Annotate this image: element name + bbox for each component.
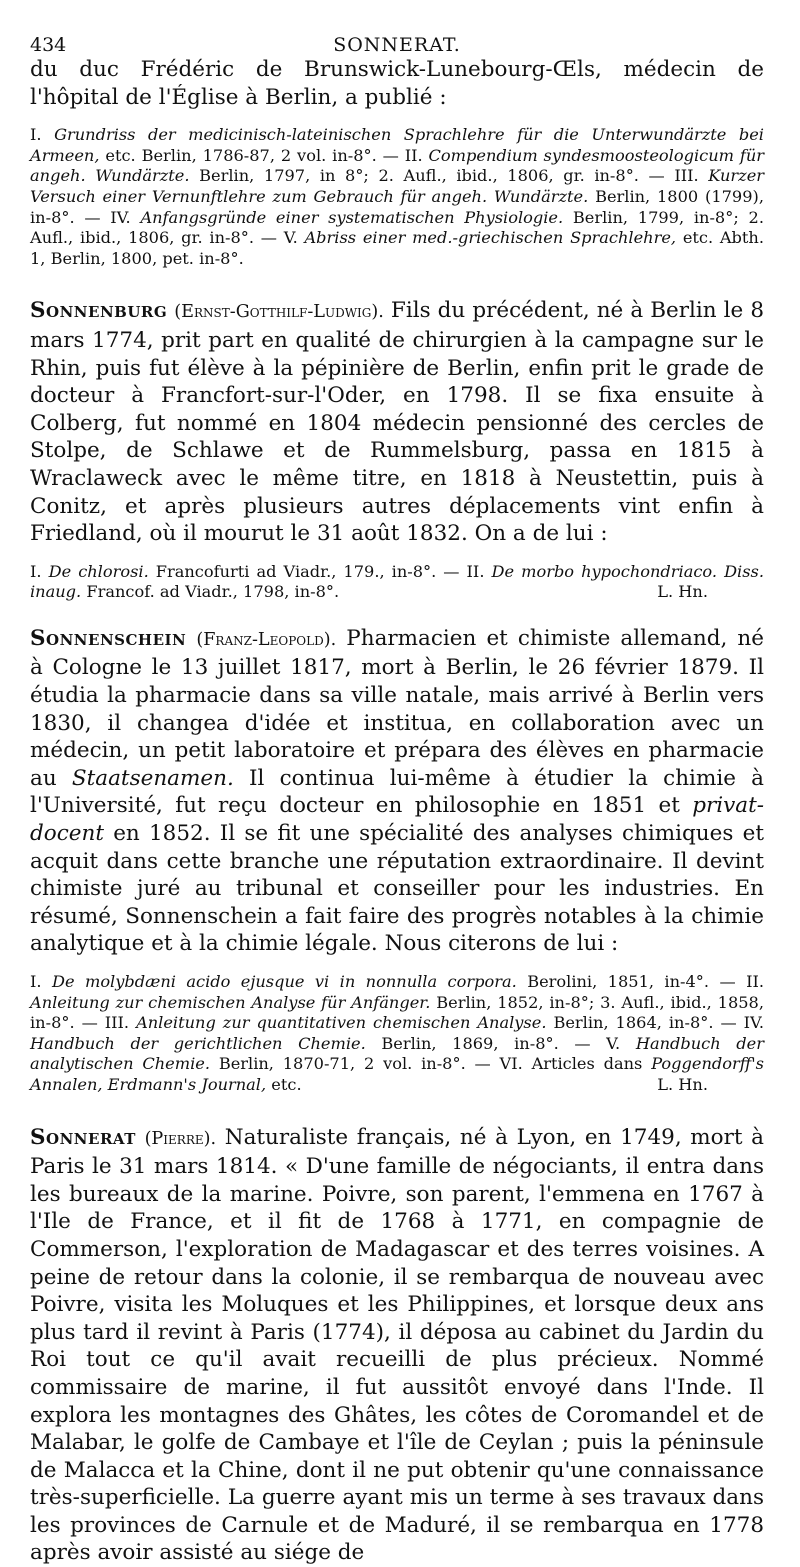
- author-signature: L. Hn.: [657, 1074, 708, 1094]
- work-title: Grundriss der medicinisch-lateinischen Sprachlehre für die Unterwundärzte bei Armeen,: [30, 125, 764, 165]
- work-details: Berlin, 1797, in 8°; 2. Aufl., ibid., 1806, gr. in-8°. — III.: [199, 166, 699, 186]
- work-title: Poggendorff's Annalen, Erdmann's Journal,: [30, 1054, 764, 1094]
- entry-forename: (Pierre).: [144, 1128, 217, 1149]
- work-details: Berlin, 1852, in-8°; 3. Aufl., ibid., 1858, in-8°. — III.: [30, 992, 764, 1033]
- work-title: Compendium syndesmoosteologicum für angeh. Wundärzte.: [30, 145, 764, 186]
- work-title: Anleitung zur quantitativen chemischen Analyse.: [136, 1013, 547, 1033]
- work-title: De morbo hypochondriaco. Diss. inaug.: [30, 561, 764, 602]
- work-details: etc. Berlin, 1786-87, 2 vol. in-8°. — II.: [105, 145, 423, 165]
- work-details: Francof. ad Viadr., 1798, in-8°.: [86, 582, 340, 602]
- work-details: Berlin, 1800 (1799), in-8°. — IV.: [30, 186, 764, 227]
- sonnenburg-bibliography: [30, 562, 764, 603]
- entry-forename: (Franz-Leopold).: [196, 629, 337, 650]
- sonnenschein-bibliography: [30, 972, 764, 1096]
- intro-bibliography: [30, 125, 764, 269]
- work-details: etc. Abth. 1, Berlin, 1800, pet. in-8°.: [30, 228, 764, 268]
- work-details: etc.: [271, 1074, 302, 1094]
- work-number: I.: [30, 561, 42, 581]
- entry-text-italic: privat-docent: [30, 793, 764, 847]
- work-title: Anleitung zur chemischen Analyse für Anfänger.: [30, 992, 431, 1012]
- entry-text: Il continua lui-même à étudier la chimie à l'Université, fut reçu docteur en philosophie en 1851 et: [30, 765, 764, 819]
- entry-text: Naturaliste français, né à Lyon, en 1749, mort à Paris le 31 mars 1814. « D'une famille de négociants, il entra dans les bureaux de la marine. Poivre, son parent, l'emmena en 1767 à l'Ile de France, et il fit de 1768 à 1771, en compagnie de Commerson, l'exploration de Madagascar et des terres voisines. A peine de retour dans la colonie, il se rembarqua de nouveau avec Poivre, visita les Moluques et les Philippines, et lorsque deux ans plus tard il revint à Paris (1774), il déposa au cabinet du Jardin du Roi tout ce qu'il avait recueilli de plus précieux. Nommé commissaire de marine, il fut aussitôt envoyé dans l'Inde. Il explora les montagnes des Ghâtes, les côtes de Coromandel et de Malabar, le golfe de Cambaye et l'île de Ceylan ; puis la péninsule de Malacca et la Chine, dont il ne put obtenir qu'une connaissance très-superficielle. La guerre ayant mis un terme à ses travaux dans les provinces de Carnule et de Maduré, il se rembarqua en 1778 après avoir assisté au siége de: [30, 1124, 764, 1566]
- entry-headword: Sonnenschein: [30, 625, 187, 651]
- work-details: Berlin, 1870-71, 2 vol. in-8°. — VI. Articles dans: [218, 1054, 643, 1074]
- work-number: I.: [30, 972, 42, 991]
- entry-text: Pharmacien et chimiste allemand, né à Cologne le 13 juillet 1817, mort à Berlin, le 26 février 1879. Il étudia la pharmacie dans sa ville natale, mais arrivé à Berlin vers 1830, il changea d'idée et institua, en collaboration avec un médecin, un petit laboratoire et prépara des élèves en pharmacie au: [30, 625, 764, 791]
- work-title: De molybdæni acido ejusque vi in nonnulla corpora.: [51, 972, 517, 991]
- page-header: [30, 30, 764, 56]
- work-title: De chlorosi.: [48, 561, 149, 581]
- intro-text: du duc Frédéric de Brunswick-Lunebourg-Œls, médecin de l'hôpital de l'Église à Berlin, a publié :: [30, 57, 764, 110]
- work-details: Berlin, 1864, in-8°. — IV.: [553, 1013, 765, 1033]
- intro-paragraph: [30, 56, 764, 111]
- entry-text: Fils du précédent, né à Berlin le 8 mars 1774, prit part en qualité de chirurgien à la campagne sur le Rhin, puis fut élève à la pépinière de Berlin, enfin prit le grade de docteur à Francfort-sur-l'Oder, en 1798. Il se fixa ensuite à Colberg, fut nommé en 1804 médecin pensionné des cercles de Stolpe, de Schlawe et de Rummelsburg, passa en 1815 à Wraclaweck avec le même titre, en 1818 à Neustettin, puis à Conitz, et après plusieurs autres déplacements vint enfin à Friedland, où il mourut le 31 août 1832. On a de lui :: [30, 298, 764, 547]
- work-details: Berlin, 1799, in-8°; 2. Aufl., ibid., 1806, gr. in-8°. — V.: [30, 207, 764, 248]
- entry-text: en 1852. Il se fit une spécialité des analyses chimiques et acquit dans cette branche une réputation extraordinaire. Il devint chimiste juré au tribunal et conseiller pour les industries. En résumé, Sonnenschein a fait faire des progrès notables à la chimie analytique et à la chimie légale. Nous citerons de lui :: [30, 821, 764, 957]
- author-signature: L. Hn.: [657, 582, 708, 602]
- work-details: Francofurti ad Viadr., 179., in-8°. — II.: [155, 561, 485, 581]
- work-title: Handbuch der gerichtlichen Chemie.: [30, 1033, 366, 1053]
- work-title: Abriss einer med.-griechischen Sprachlehre,: [304, 228, 677, 248]
- entry-sonnenschein: [30, 625, 764, 958]
- running-head: SONNERAT.: [333, 34, 461, 56]
- entry-headword: Sonnenburg: [30, 298, 168, 324]
- entry-forename: (Ernst-Gotthilf-Ludwig).: [174, 302, 384, 323]
- work-details: Berlin, 1869, in-8°. — V.: [381, 1033, 621, 1053]
- work-number: I.: [30, 125, 42, 145]
- entry-headword: Sonnerat: [30, 1124, 136, 1150]
- work-title: Anfangsgründe einer systematischen Physiologie.: [140, 207, 564, 227]
- page-number: 434: [30, 34, 67, 56]
- entry-sonnenburg: [30, 297, 764, 547]
- work-title: Kurzer Versuch einer Vernunftlehre zum Gebrauch für angeh. Wundärzte.: [30, 166, 765, 206]
- entry-sonnerat: [30, 1124, 764, 1567]
- work-details: Berolini, 1851, in-4°. — II.: [527, 972, 765, 991]
- work-title: Handbuch der analytischen Chemie.: [30, 1033, 764, 1074]
- entry-text-italic: Staatsenamen.: [71, 765, 234, 791]
